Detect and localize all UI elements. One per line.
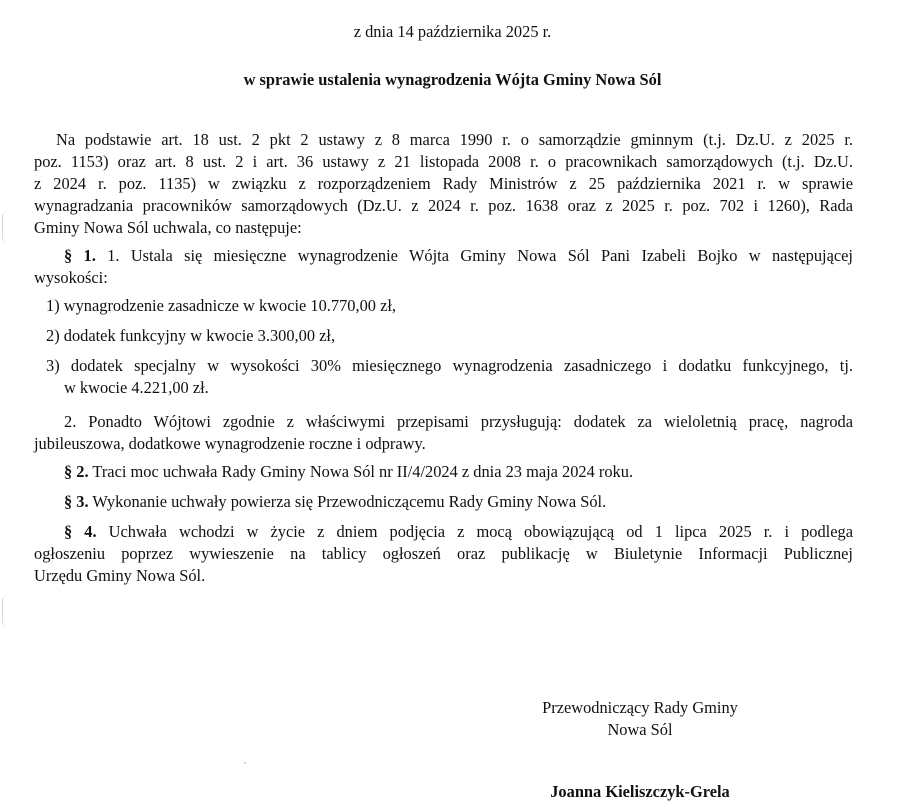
paragraph-1-point-2: 2. Ponadto Wójtowi zgodnie z właściwymi przepisami przysługują: dodatek za wieloletnią pracę, nagroda xyxy=(64,412,853,431)
signatory-name: Joanna Kieliszczyk-Grela xyxy=(550,782,730,801)
preamble-line: Gminy Nowa Sól uchwala, co następuje: xyxy=(34,218,302,237)
preamble-line: poz. 1153) oraz art. 8 ust. 2 i art. 36 ustawy z 21 listopada 2008 r. o pracownikach samorządowych (t.j. Dz.U. xyxy=(34,152,853,171)
signatory-municipality: Nowa Sól xyxy=(607,720,673,739)
preamble-line: wynagradzania pracowników samorządowych (Dz.U. z 2024 r. poz. 1638 oraz z 2025 r. poz. 702 i 1260), Rada xyxy=(34,196,853,215)
resolution-subject: w sprawie ustalenia wynagrodzenia Wójta Gminy Nowa Sól xyxy=(243,70,662,89)
paragraph-text: 1. Ustala się miesięczne wynagrodzenie Wójta Gminy Nowa Sól Pani Izabeli Bojko w następującej xyxy=(107,246,853,265)
paragraph-1-line: wysokości: xyxy=(34,268,108,287)
list-item: 3) dodatek specjalny w wysokości 30% miesięcznego wynagrodzenia zasadniczego i dodatku funkcyjnego, tj. xyxy=(46,356,853,375)
paragraph-4-line: Urzędu Gminy Nowa Sól. xyxy=(34,566,206,585)
list-item: 2) dodatek funkcyjny w kwocie 3.300,00 zł, xyxy=(46,326,336,345)
paragraph-4-line xyxy=(64,522,853,542)
paragraph-text: Wykonanie uchwały powierza się Przewodniczącemu Rady Gminy Nowa Sól. xyxy=(92,492,607,511)
paragraph-1-line xyxy=(64,246,853,266)
paragraph-2 xyxy=(64,462,633,482)
signatory-role: Przewodniczący Rady Gminy xyxy=(542,698,738,717)
paragraph-sign: § 4. xyxy=(64,522,97,541)
scan-dot xyxy=(244,762,246,764)
date-line: z dnia 14 października 2025 r. xyxy=(353,22,552,41)
paragraph-text: Uchwała wchodzi w życie z dniem podjęcia z mocą obowiązującą od 1 lipca 2025 r. i podlega xyxy=(108,522,853,541)
paragraph-1-point-2: jubileuszowa, dodatkowe wynagrodzenie roczne i odprawy. xyxy=(34,434,426,453)
list-item-continuation: w kwocie 4.221,00 zł. xyxy=(64,378,209,397)
paragraph-sign: § 1. xyxy=(64,246,96,265)
paragraph-3 xyxy=(64,492,606,512)
scan-margin-mark xyxy=(2,596,11,626)
paragraph-4-line: ogłoszeniu poprzez wywieszenie na tablicy ogłoszeń oraz publikację w Biuletynie Informacji Publicznej xyxy=(34,544,853,563)
paragraph-text: Traci moc uchwała Rady Gminy Nowa Sól nr II/4/2024 z dnia 23 maja 2024 roku. xyxy=(92,462,634,481)
preamble-line: Na podstawie art. 18 ust. 2 pkt 2 ustawy z 8 marca 1990 r. o samorządzie gminnym (t.j. Dz.U. z 2025 r. xyxy=(56,130,853,149)
paragraph-sign: § 2. xyxy=(64,462,89,481)
scan-margin-mark xyxy=(2,212,11,242)
list-item: 1) wynagrodzenie zasadnicze w kwocie 10.770,00 zł, xyxy=(46,296,396,315)
preamble-line: z 2024 r. poz. 1135) w związku z rozporządzeniem Rady Ministrów z 25 października 2021 r. w sprawie xyxy=(34,174,853,193)
paragraph-sign: § 3. xyxy=(64,492,89,511)
